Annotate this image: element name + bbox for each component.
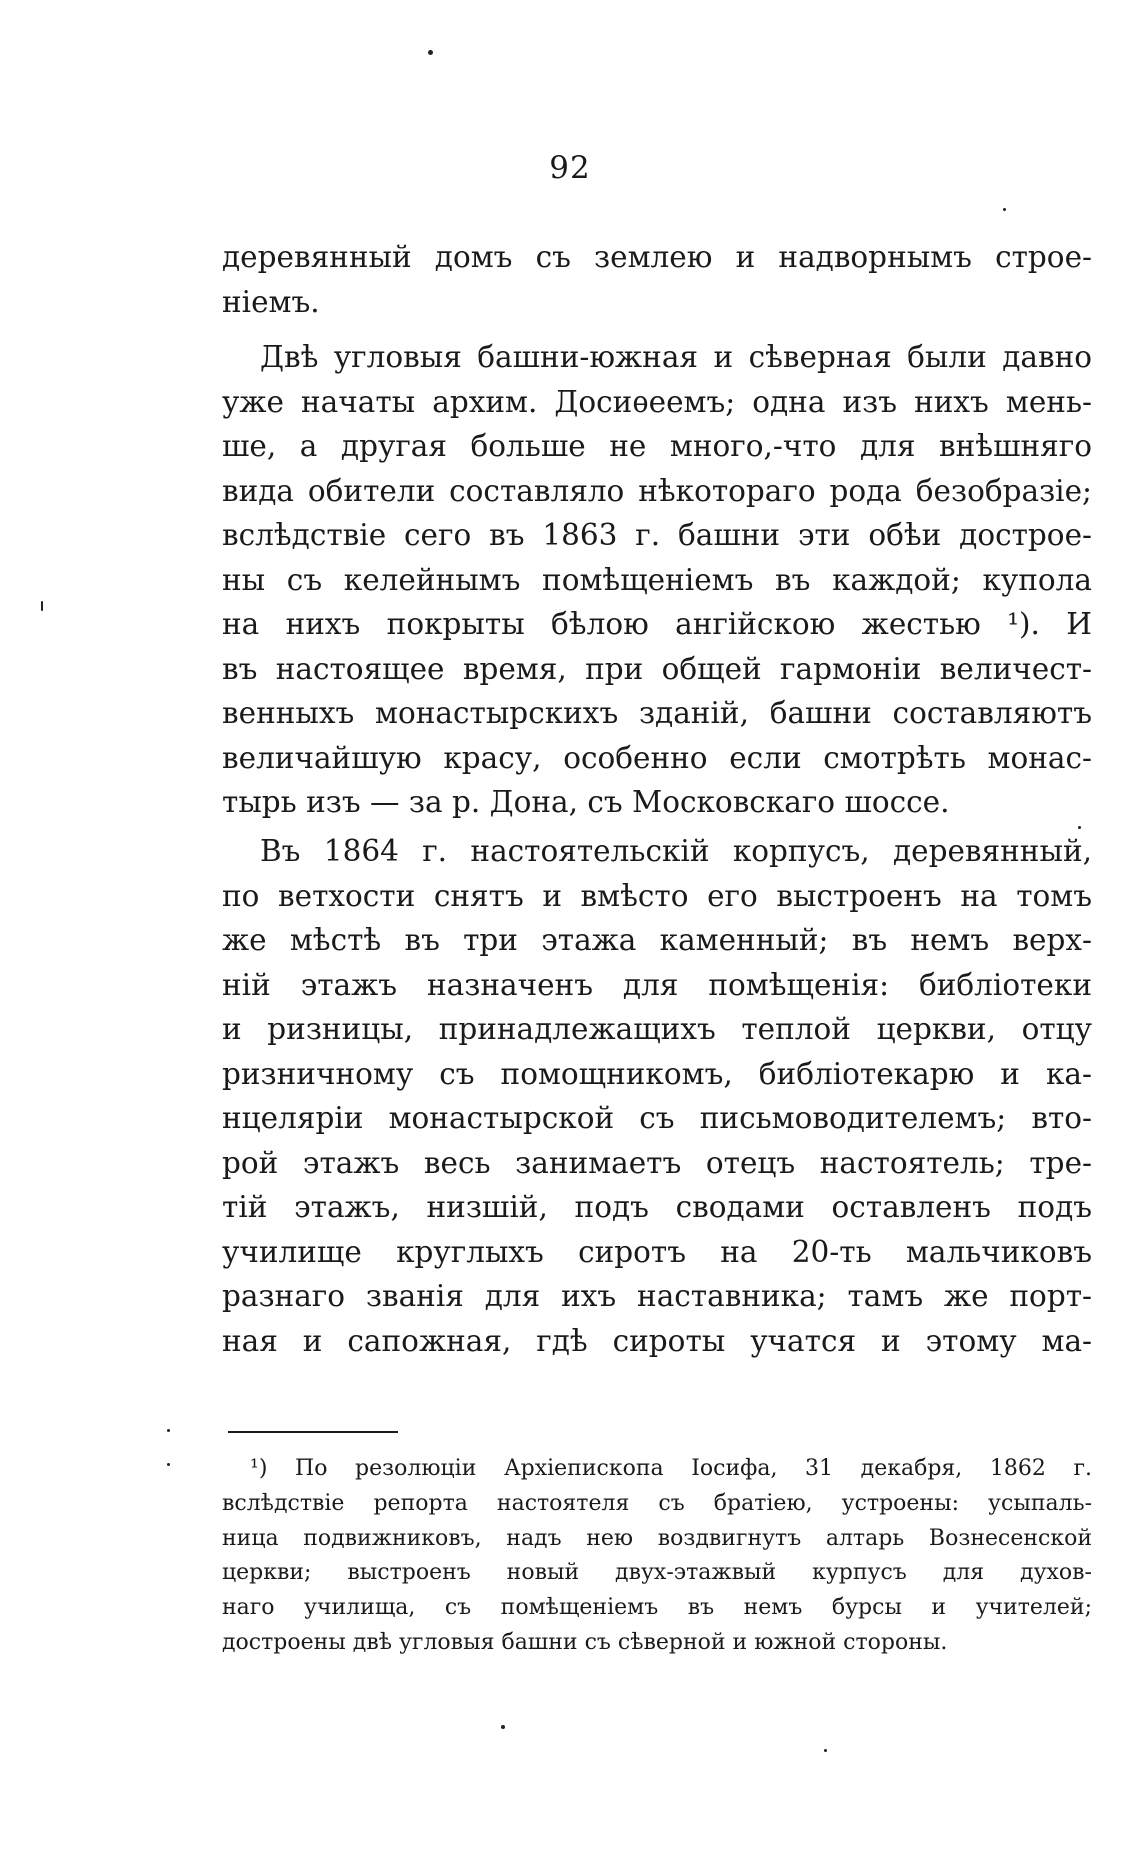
- scan-speck: [1078, 826, 1081, 829]
- text-line: ная и сапожная, гдѣ сироты учатся и этому ма-: [222, 1323, 1092, 1358]
- text-line: въ настоящее время, при общей гармоніи величест-: [222, 651, 1092, 686]
- paragraph-3: [222, 829, 1092, 1363]
- text-line: рой этажъ весь занимаетъ отецъ настоятель; тре-: [222, 1145, 1092, 1180]
- page-number: 92: [549, 150, 591, 186]
- scan-speck: [167, 1463, 170, 1466]
- scan-speck: [41, 601, 43, 611]
- text-line: уже начаты архим. Досиѳеемъ; одна изъ нихъ мень-: [222, 384, 1092, 419]
- text-line: тій этажъ, низшій, подъ сводами оставленъ подъ: [222, 1190, 1092, 1224]
- scan-speck: [1003, 208, 1006, 211]
- text-line: нцеляріи монастырской съ письмоводителемъ; вто-: [222, 1101, 1092, 1135]
- text-line: Въ 1864 г. настоятельскій корпусъ, деревянный,: [260, 834, 1092, 868]
- footnote: [222, 1452, 1092, 1661]
- text-line: Двѣ угловыя башни-южная и сѣверная были давно: [260, 340, 1092, 374]
- scan-speck: [167, 1429, 170, 1432]
- text-line: и ризницы, принадлежащихъ теплой церкви, отцу: [222, 1012, 1092, 1046]
- text-line: ній этажъ назначенъ для помѣщенія: библіотеки: [222, 967, 1092, 1002]
- text-line: ше, а другая больше не много,-что для внѣшняго: [222, 429, 1092, 463]
- text-line: по ветхости снятъ и вмѣсто его выстроенъ на томъ: [222, 878, 1092, 913]
- text-line: вида обители составляло нѣкотораго рода безобразіе;: [222, 473, 1092, 508]
- paragraph-2: [222, 335, 1092, 825]
- footnote-line: вслѣдствіе репорта настоятеля съ братіею, устроены: усыпаль-: [222, 1490, 1092, 1516]
- text-line: же мѣстѣ въ три этажа каменный; въ немъ верх-: [222, 923, 1092, 957]
- scan-speck: [501, 1725, 505, 1729]
- scan-speck: [824, 1749, 827, 1752]
- text-line: деревянный домъ съ землею и надворнымъ строе-: [222, 240, 1092, 274]
- text-line: вслѣдствіе сего въ 1863 г. башни эти обѣи дострое-: [222, 518, 1092, 552]
- text-line: венныхъ монастырскихъ зданій, башни составляютъ: [222, 696, 1092, 730]
- text-line: ризничному съ помощникомъ, библіотекарю и ка-: [222, 1056, 1092, 1091]
- paragraph-1: [222, 235, 1092, 324]
- scan-speck: [428, 50, 433, 55]
- footnote-separator: [228, 1431, 398, 1433]
- text-line: величайшую красу, особенно если смотрѣть монас-: [222, 740, 1092, 775]
- text-line: ніемъ.: [222, 284, 320, 319]
- text-line: разнаго званія для ихъ наставника; тамъ же порт-: [222, 1279, 1092, 1313]
- footnote-line: наго училища, съ помѣщеніемъ въ немъ бурсы и учителей;: [222, 1595, 1092, 1621]
- footnote-line: церкви; выстроенъ новый двух-этажвый курпусъ для духов-: [222, 1560, 1092, 1586]
- footnote-line: ница подвижниковъ, надъ нею воздвигнутъ алтарь Вознесенской: [222, 1525, 1092, 1551]
- text-line: ны съ келейнымъ помѣщеніемъ въ каждой; купола: [222, 562, 1092, 597]
- footnote-line: достроены двѣ угловыя башни съ сѣверной и южной стороны.: [222, 1629, 948, 1655]
- text-line: тырь изъ — за р. Дона, съ Московскаго шоссе.: [222, 785, 950, 819]
- footnote-line: ¹) По резолюціи Архіепископа Іосифа, 31 декабря, 1862 г.: [250, 1456, 1092, 1481]
- text-line: на нихъ покрыты бѣлою ангійскою жестью ¹). И: [222, 607, 1092, 641]
- text-line: училище круглыхъ сиротъ на 20-ть мальчиковъ: [222, 1234, 1092, 1269]
